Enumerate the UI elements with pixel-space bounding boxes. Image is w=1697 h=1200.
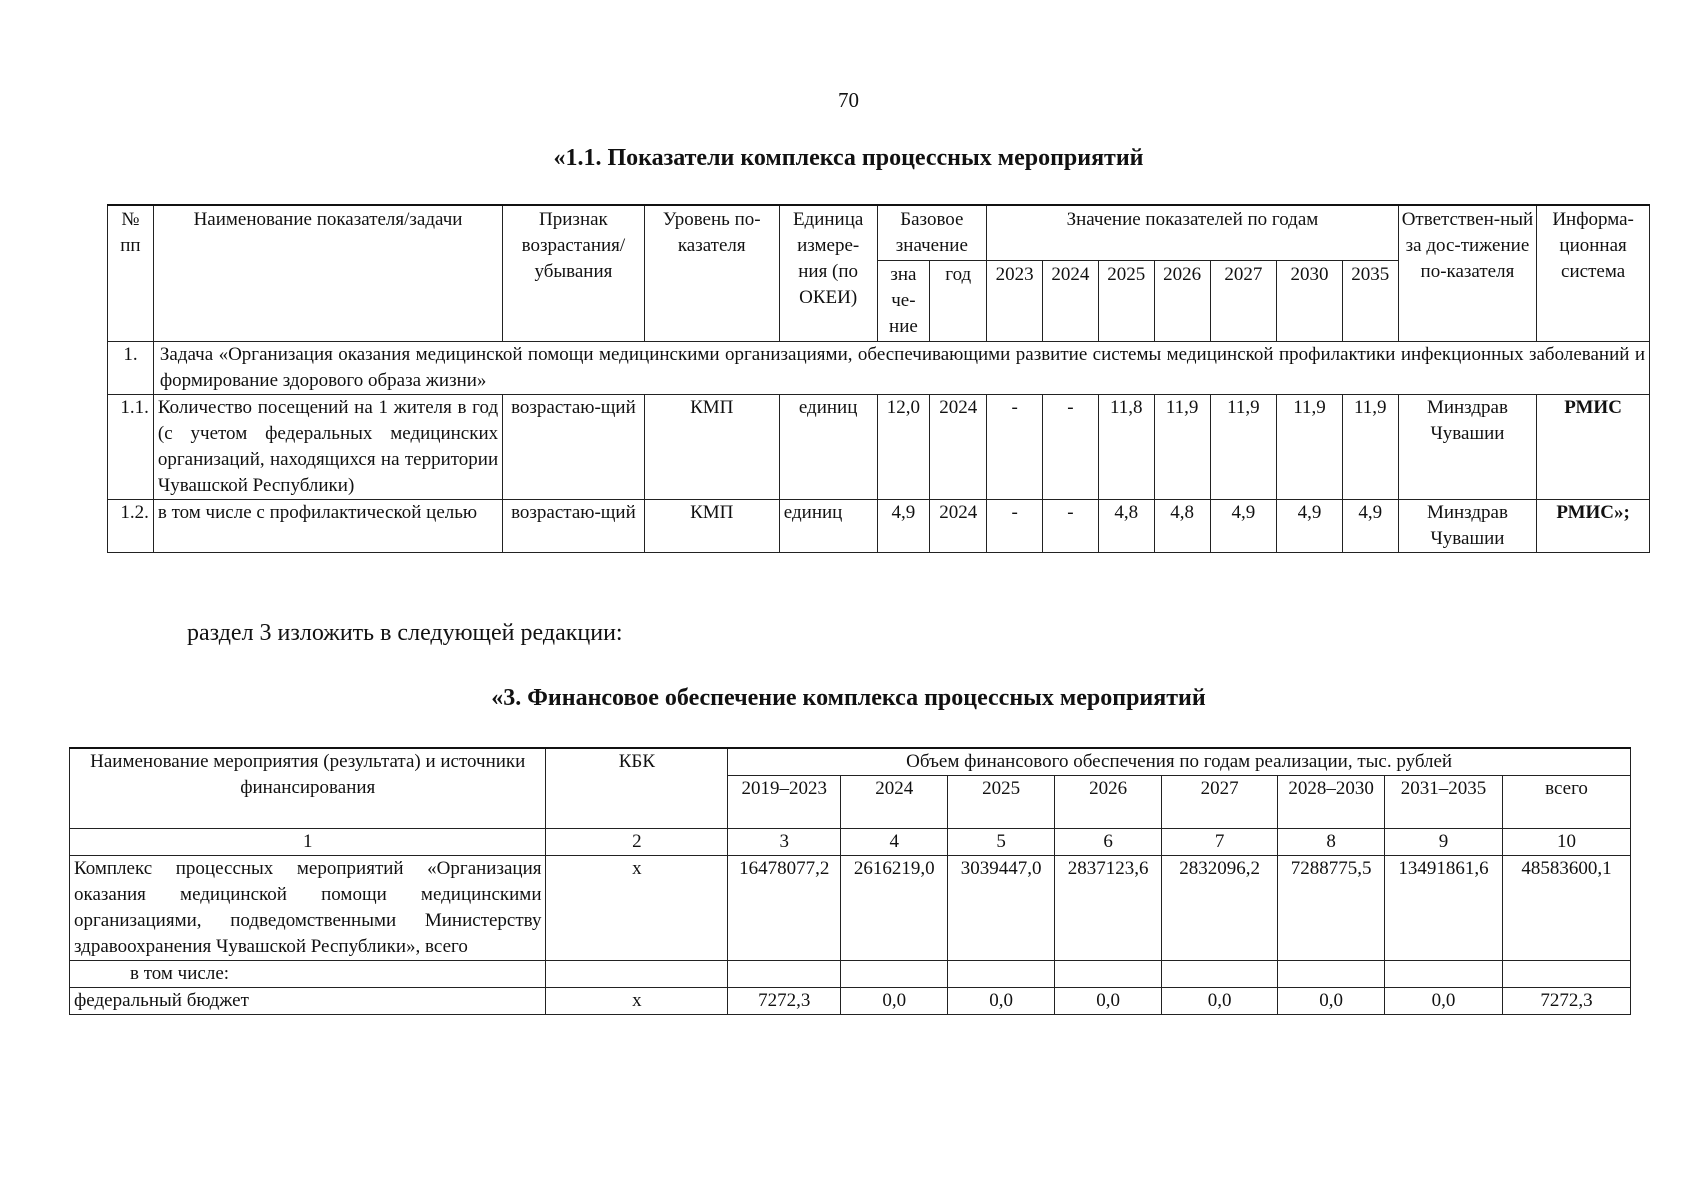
fin-row-value: 0,0 xyxy=(841,988,948,1015)
fin-header-period: 2019–2023 xyxy=(728,776,841,829)
header-year: 2023 xyxy=(987,261,1043,342)
indicators-table xyxy=(107,204,1650,553)
col-number: 4 xyxy=(841,829,948,856)
fin-row-kbk xyxy=(546,961,728,988)
fin-row-value: 0,0 xyxy=(1055,988,1162,1015)
row-trend: возрастаю-щий xyxy=(503,500,645,553)
fin-row-value xyxy=(1278,961,1385,988)
header-year: 2024 xyxy=(1043,261,1099,342)
fin-row-name: Комплекс процессных мероприятий «Организация оказания медицинской помощи медицинскими организациями, подведомственными Министерству здравоохранения Чувашской Республики», всего xyxy=(70,856,546,961)
section-title-indicators: «1.1. Показатели комплекса процессных мероприятий xyxy=(553,145,1144,171)
row-value: 4,9 xyxy=(1210,500,1277,553)
fin-row-name: федеральный бюджет xyxy=(70,988,546,1015)
row-info: РМИС»; xyxy=(1537,500,1650,553)
col-number: 7 xyxy=(1162,829,1278,856)
section-title-financing: «3. Финансовое обеспечение комплекса процессных мероприятий xyxy=(491,685,1206,711)
task-num: 1. xyxy=(108,342,154,395)
table-row xyxy=(108,395,1650,500)
table-row xyxy=(70,856,1631,961)
col-number: 5 xyxy=(948,829,1055,856)
fin-header-period: 2031–2035 xyxy=(1385,776,1503,829)
header-year: 2030 xyxy=(1277,261,1343,342)
table-row xyxy=(108,500,1650,553)
header-trend: Признак возрастания/ убывания xyxy=(503,205,645,342)
header-num: № пп xyxy=(108,205,154,342)
fin-row-value: 0,0 xyxy=(1278,988,1385,1015)
fin-row-value xyxy=(1055,961,1162,988)
header-year: 2025 xyxy=(1098,261,1154,342)
row-value: 4,9 xyxy=(1277,500,1343,553)
header-base-year: год xyxy=(930,261,987,342)
row-level: КМП xyxy=(644,500,779,553)
header-name: Наименование показателя/задачи xyxy=(153,205,502,342)
row-value: 4,8 xyxy=(1098,500,1154,553)
fin-row-value: 13491861,6 xyxy=(1385,856,1503,961)
fin-row-value: 2832096,2 xyxy=(1162,856,1278,961)
fin-row-value: 2616219,0 xyxy=(841,856,948,961)
row-info: РМИС xyxy=(1537,395,1650,500)
row-value: 11,9 xyxy=(1277,395,1343,500)
row-value: 11,8 xyxy=(1098,395,1154,500)
header-responsible: Ответствен-ный за дос-тижение по-казателя xyxy=(1398,205,1537,342)
row-num: 1.2. xyxy=(108,500,154,553)
fin-header-period: всего xyxy=(1503,776,1631,829)
fin-header-period: 2027 xyxy=(1162,776,1278,829)
row-base-year: 2024 xyxy=(930,395,987,500)
fin-row-value: 7272,3 xyxy=(728,988,841,1015)
row-base-value: 12,0 xyxy=(877,395,930,500)
row-name: в том числе с профилактической целью xyxy=(153,500,502,553)
fin-row-value xyxy=(1385,961,1503,988)
row-level: КМП xyxy=(644,395,779,500)
fin-row-value xyxy=(1503,961,1631,988)
fin-header-volume: Объем финансового обеспечения по годам реализации, тыс. рублей xyxy=(728,748,1631,776)
intro-text: раздел 3 изложить в следующей редакции: xyxy=(187,620,623,646)
row-responsible: Минздрав Чувашии xyxy=(1398,500,1537,553)
row-unit: единиц xyxy=(779,395,877,500)
fin-header-period: 2025 xyxy=(948,776,1055,829)
table-row xyxy=(70,988,1631,1015)
fin-header-period: 2024 xyxy=(841,776,948,829)
fin-row-value: 0,0 xyxy=(1385,988,1503,1015)
row-base-value: 4,9 xyxy=(877,500,930,553)
row-num: 1.1. xyxy=(108,395,154,500)
col-number: 8 xyxy=(1278,829,1385,856)
fin-row-value xyxy=(948,961,1055,988)
header-unit: Единица измере-ния (по ОКЕИ) xyxy=(779,205,877,342)
header-year: 2026 xyxy=(1154,261,1210,342)
row-base-year: 2024 xyxy=(930,500,987,553)
fin-row-value: 7288775,5 xyxy=(1278,856,1385,961)
fin-row-value: 0,0 xyxy=(1162,988,1278,1015)
financing-table xyxy=(69,747,1631,1015)
fin-row-value: 48583600,1 xyxy=(1503,856,1631,961)
fin-row-value: 7272,3 xyxy=(1503,988,1631,1015)
fin-row-value: 3039447,0 xyxy=(948,856,1055,961)
row-name: Количество посещений на 1 жителя в год (с учетом федеральных медицинских организаций, находящихся на территории Чувашской Республики) xyxy=(153,395,502,500)
fin-row-value xyxy=(1162,961,1278,988)
fin-row-kbk: x xyxy=(546,988,728,1015)
row-value: - xyxy=(987,395,1043,500)
fin-row-value: 0,0 xyxy=(948,988,1055,1015)
page-number: 70 xyxy=(838,88,859,112)
row-value: 4,9 xyxy=(1342,500,1398,553)
col-number: 3 xyxy=(728,829,841,856)
row-value: - xyxy=(987,500,1043,553)
fin-header-period: 2028–2030 xyxy=(1278,776,1385,829)
header-base: Базовое значение xyxy=(877,205,987,261)
row-value: 11,9 xyxy=(1210,395,1277,500)
fin-header-kbk: КБК xyxy=(546,748,728,829)
row-value: - xyxy=(1043,395,1099,500)
fin-row-value: 2837123,6 xyxy=(1055,856,1162,961)
fin-row-kbk: x xyxy=(546,856,728,961)
header-year: 2035 xyxy=(1342,261,1398,342)
header-years-group: Значение показателей по годам xyxy=(987,205,1399,261)
row-unit: единиц xyxy=(779,500,877,553)
row-value: - xyxy=(1043,500,1099,553)
col-number: 1 xyxy=(70,829,546,856)
header-info: Информа-ционная система xyxy=(1537,205,1650,342)
row-value: 11,9 xyxy=(1154,395,1210,500)
col-number: 2 xyxy=(546,829,728,856)
table-row xyxy=(70,961,1631,988)
row-trend: возрастаю-щий xyxy=(503,395,645,500)
col-number: 9 xyxy=(1385,829,1503,856)
row-value: 11,9 xyxy=(1342,395,1398,500)
col-number: 6 xyxy=(1055,829,1162,856)
row-responsible: Минздрав Чувашии xyxy=(1398,395,1537,500)
col-number: 10 xyxy=(1503,829,1631,856)
header-year: 2027 xyxy=(1210,261,1277,342)
row-value: 4,8 xyxy=(1154,500,1210,553)
fin-header-period: 2026 xyxy=(1055,776,1162,829)
header-level: Уровень по-казателя xyxy=(644,205,779,342)
fin-header-name: Наименование мероприятия (результата) и источники финансирования xyxy=(70,748,546,829)
fin-row-name: в том числе: xyxy=(70,961,546,988)
header-base-value: зна че-ние xyxy=(877,261,930,342)
fin-row-value xyxy=(728,961,841,988)
fin-row-value: 16478077,2 xyxy=(728,856,841,961)
fin-row-value xyxy=(841,961,948,988)
task-text: Задача «Организация оказания медицинской помощи медицинскими организациями, обеспечивающими развитие системы медицинской профилактики инфекционных заболеваний и формирование здорового образа жизни» xyxy=(153,342,1649,395)
